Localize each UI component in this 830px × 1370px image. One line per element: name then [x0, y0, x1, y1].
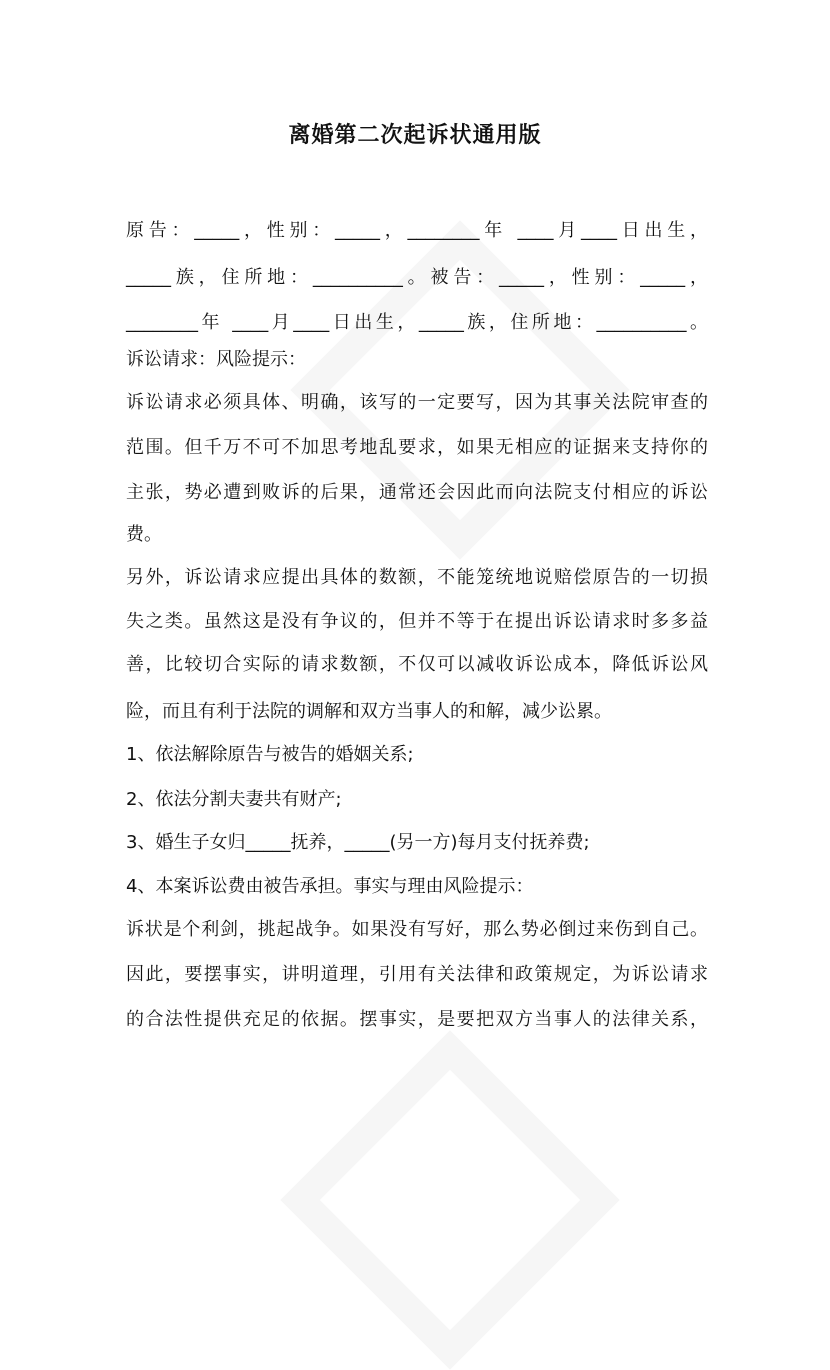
text-line: ________年 ____月____日出生，_____族，住所地：__________。	[126, 312, 708, 333]
text-line: 诉讼请求：风险提示：	[126, 349, 306, 370]
text-line: 3、婚生子女归_____抚养，_____(另一方)每月支付抚养费;	[126, 832, 590, 853]
text-line: _____族，住所地：__________。被告：_____，性别：_____，	[126, 267, 708, 288]
document-title: 离婚第二次起诉状通用版	[288, 123, 542, 148]
text-line: 主张，势必遭到败诉的后果，通常还会因此而向法院支付相应的诉讼	[126, 482, 708, 503]
text-line: 失之类。虽然这是没有争议的，但并不等于在提出诉讼请求时多多益	[126, 611, 708, 632]
text-line: 的合法性提供充足的依据。摆事实，是要把双方当事人的法律关系，	[126, 1009, 708, 1030]
text-line: 范围。但千万不可不加思考地乱要求，如果无相应的证据来支持你的	[126, 437, 708, 458]
text-line: 因此，要摆事实，讲明道理，引用有关法律和政策规定，为诉讼请求	[126, 964, 708, 985]
text-line: 另外，诉讼请求应提出具体的数额，不能笼统地说赔偿原告的一切损	[126, 567, 708, 588]
text-line: 2、依法分割夫妻共有财产;	[126, 789, 342, 810]
watermark	[280, 1030, 619, 1369]
text-line: 1、依法解除原告与被告的婚姻关系;	[126, 744, 414, 765]
text-line: 诉状是个利剑，挑起战争。如果没有写好，那么势必倒过来伤到自己。	[126, 919, 708, 940]
text-line: 险，而且有利于法院的调解和双方当事人的和解，减少讼累。	[126, 701, 612, 722]
text-line: 善，比较切合实际的请求数额，不仅可以减收诉讼成本，降低诉讼风	[126, 654, 708, 675]
text-line: 诉讼请求必须具体、明确，该写的一定要写，因为其事关法院审查的	[126, 392, 708, 413]
text-line: 原告：_____，性别：_____，________年 ____月____日出生，	[126, 220, 708, 241]
text-line: 费。	[126, 524, 162, 545]
text-line: 4、本案诉讼费由被告承担。事实与理由风险提示：	[126, 876, 534, 897]
